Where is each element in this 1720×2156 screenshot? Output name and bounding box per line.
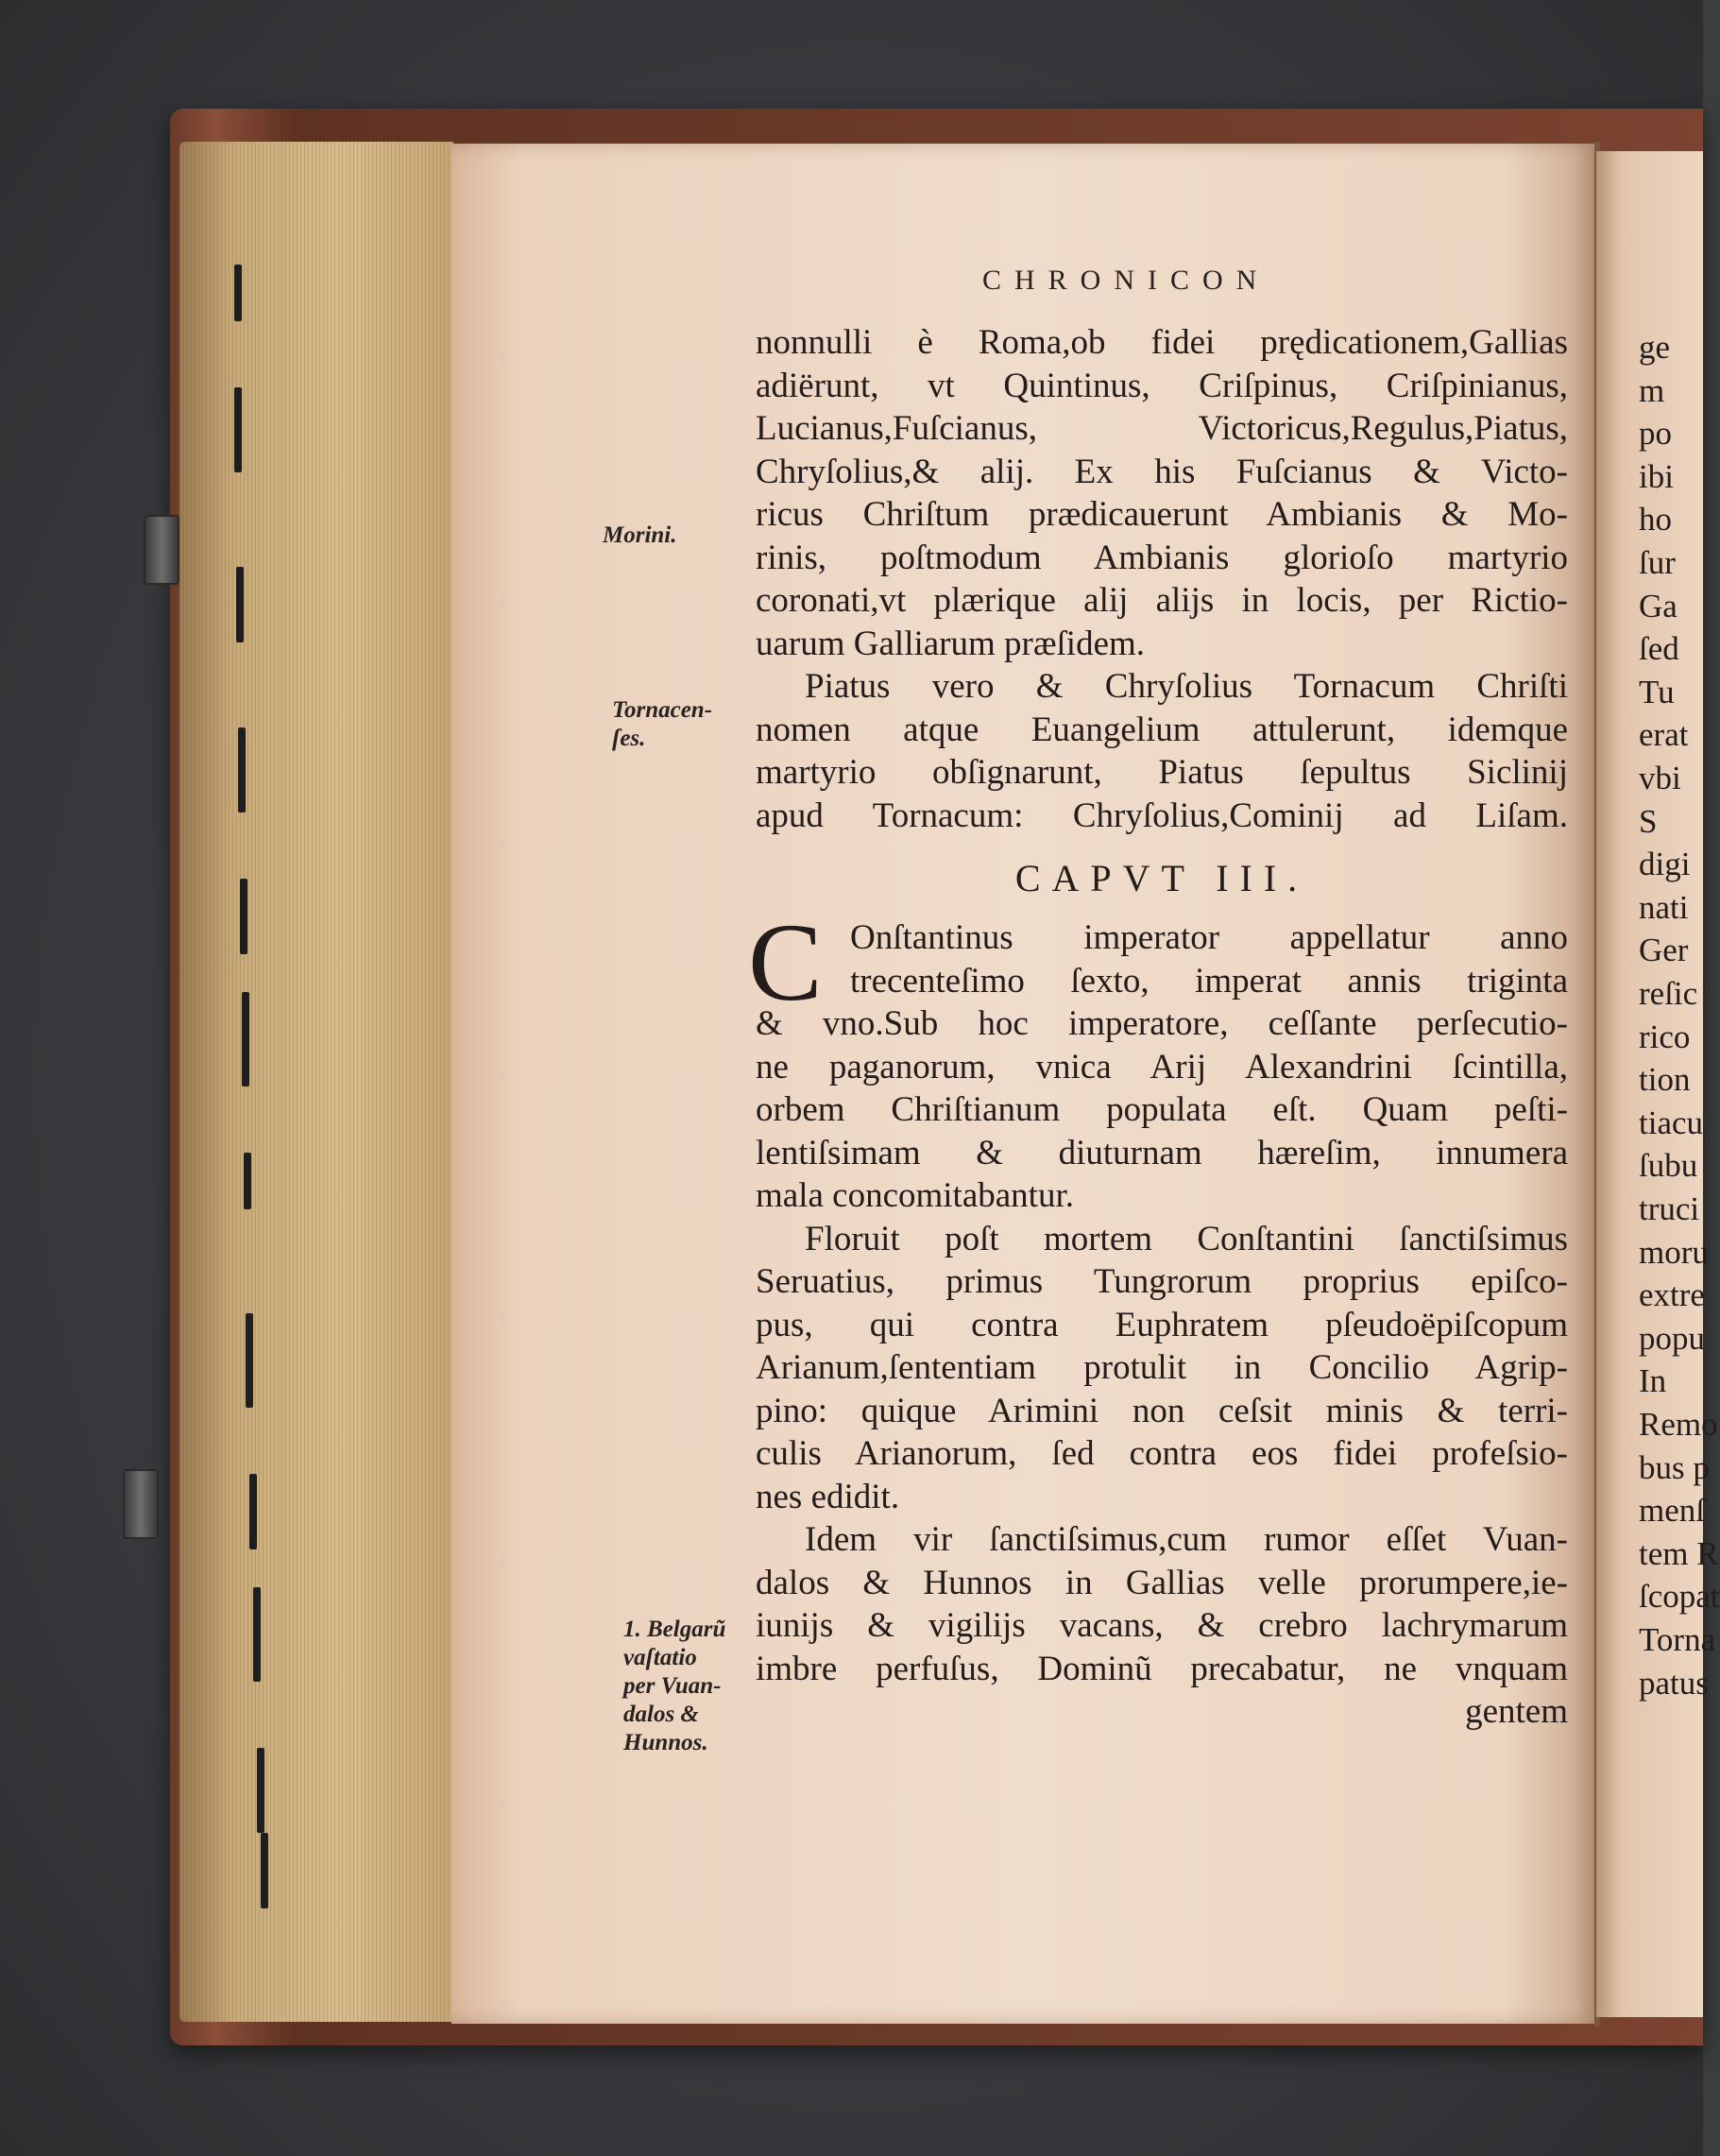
facing-page-line: ſed	[1639, 630, 1679, 668]
text-line: lentiſsimam & diuturnam hæreſim, innumera	[756, 1133, 1568, 1172]
paragraph-4	[756, 1218, 1568, 1519]
facing-page-line: In	[1639, 1362, 1667, 1400]
facing-page-line: tem R	[1639, 1534, 1719, 1572]
leaf-tab	[240, 879, 247, 954]
text-line: pus, qui contra Euphratem pſeudoëpiſcopum	[756, 1305, 1568, 1344]
drop-cap: C	[748, 900, 823, 1024]
facing-page-line: Ger	[1639, 932, 1689, 969]
facing-page-line: ſubu	[1639, 1147, 1698, 1185]
marginal-note-text: ſes.	[612, 726, 646, 751]
leaf-tab	[257, 1748, 264, 1833]
facing-page-line: ſur	[1639, 544, 1676, 581]
facing-page-line: Remo	[1639, 1406, 1718, 1443]
marginal-note-text: 1. Belgarũ	[623, 1617, 726, 1642]
text-line: coronati,vt plærique alij alijs in locis, per Rictio-	[756, 581, 1568, 620]
facing-page-line: Tu	[1639, 673, 1675, 710]
clasp-bottom	[123, 1469, 159, 1539]
facing-page-line: tion	[1639, 1061, 1691, 1099]
text-line: & vno.Sub hoc imperatore, ceſſante perſecutio-	[756, 1004, 1568, 1043]
text-line: ne paganorum, vnica Arij Alexandrini ſcintilla,	[756, 1047, 1568, 1087]
text-line: dalos & Hunnos in Gallias velle prorumpere,ie-	[756, 1563, 1568, 1602]
text-line: Chryſolius,& alij. Ex his Fuſcianus & Victo-	[756, 452, 1568, 491]
text-line: martyrio obſignarunt, Piatus ſepultus Siclinij	[756, 753, 1568, 792]
paragraph-3	[748, 900, 1568, 1218]
text-line: Onſtantinus imperator appellatur anno	[850, 918, 1568, 957]
facing-page-line: Torna	[1639, 1621, 1716, 1658]
text-line: apud Tornacum: Chryſolius,Cominij ad Liſam.	[756, 796, 1568, 835]
text-line: adiërunt, vt Quintinus, Criſpinus, Criſpinianus,	[756, 366, 1568, 405]
facing-page-line: ge	[1639, 329, 1671, 366]
marginal-note-text: Morini.	[603, 522, 677, 548]
paragraph-5	[756, 1518, 1568, 1690]
text-line: trecenteſimo ſexto, imperat annis triginta	[850, 961, 1568, 1001]
text-line: pino: quique Arimini non ceſsit minis & terri-	[756, 1391, 1568, 1430]
leaf-tab	[234, 265, 242, 321]
facing-page-line: extre	[1639, 1276, 1705, 1314]
facing-page-line: ho	[1639, 501, 1672, 539]
text-line: Arianum,ſententiam protulit in Concilio Agrip-	[756, 1348, 1568, 1387]
facing-page-line: vbi	[1639, 760, 1681, 796]
facing-page-line: truci	[1639, 1190, 1700, 1227]
facing-page-line: Ga	[1639, 587, 1677, 625]
text-line: nes edidit.	[756, 1477, 900, 1516]
text-line: culis Arianorum, ſed contra eos fidei profeſsio-	[756, 1434, 1568, 1473]
marginal-note-text: per Vuan-	[623, 1673, 722, 1699]
text-line: uarum Galliarum præſidem.	[756, 624, 1146, 663]
text-line: mala concomitabantur.	[756, 1176, 1074, 1215]
text-line: rinis, poſtmodum Ambianis glorioſo martyrio	[756, 538, 1568, 577]
paragraph-1	[756, 321, 1568, 665]
facing-page-line: ſcopat	[1639, 1578, 1720, 1616]
text-line: orbem Chriſtianum populata eſt. Quam peſti-	[756, 1090, 1568, 1129]
leaf-tab	[253, 1587, 261, 1682]
facing-page-line: menſ	[1639, 1492, 1705, 1530]
facing-page-line: rico	[1639, 1018, 1691, 1055]
text-line: ricus Chriſtum prædicauerunt Ambianis & Mo-	[756, 495, 1568, 534]
facing-page-line: ibi	[1639, 457, 1674, 495]
facing-page-line: popu	[1639, 1319, 1705, 1357]
leaf-tab	[236, 567, 244, 642]
text-line: Seruatius, primus Tungrorum proprius epiſco-	[756, 1262, 1568, 1301]
facing-page-line: tiacu	[1639, 1104, 1704, 1141]
facing-page-line: m	[1639, 371, 1665, 409]
text-line: Floruit poſt mortem Conſtantini ſanctiſsimus	[805, 1219, 1568, 1258]
text-line: Lucianus,Fuſcianus, Victoricus,Regulus,Piatus,	[756, 409, 1568, 448]
text-line: nomen atque Euangelium attulerunt, idemque	[756, 710, 1568, 749]
facing-page-line: S	[1639, 802, 1658, 840]
leaf-tab	[242, 992, 249, 1087]
running-head: CHRONICON	[982, 265, 1270, 296]
leaf-tab	[261, 1833, 268, 1908]
leaf-tab	[246, 1313, 253, 1408]
paragraph-2	[756, 665, 1568, 837]
leaf-tab	[238, 727, 246, 813]
marginal-note-text: Hunnos.	[623, 1730, 708, 1755]
leaf-tab	[244, 1153, 251, 1209]
facing-page-line: patus	[1639, 1664, 1709, 1702]
text-line: nonnulli è Roma,ob fidei prędicationem,Gallias	[756, 323, 1568, 362]
marginal-note-text: vaſtatio	[623, 1645, 697, 1670]
facing-page-line: reſic	[1639, 975, 1698, 1012]
facing-page-line: digi	[1639, 846, 1691, 883]
marginal-note-tornacenses	[612, 696, 712, 753]
marginal-note-text: Tornacen-	[612, 697, 713, 723]
facing-page-line: moru	[1639, 1233, 1709, 1271]
text-line: imbre perfuſus, Dominũ precabatur, ne vnquam	[756, 1649, 1568, 1688]
marginal-note-morini	[603, 522, 677, 550]
facing-page-line: po	[1639, 415, 1672, 453]
text-line: Piatus vero & Chryſolius Tornacum Chriſti	[805, 667, 1568, 706]
leaf-tab	[234, 387, 242, 472]
catchword: gentem	[1465, 1692, 1568, 1731]
page-edges	[179, 142, 453, 2022]
facing-page-line: nati	[1639, 888, 1689, 926]
clasp-top	[144, 515, 179, 585]
facing-page-line: bus p	[1639, 1448, 1710, 1486]
text-line: iunijs & vigilijs vacans, & crebro lachrymarum	[756, 1606, 1568, 1645]
chapter-heading: CAPVT III.	[1014, 857, 1309, 899]
facing-page-line: erat	[1639, 716, 1689, 754]
marginal-note-belgarum	[623, 1616, 725, 1757]
text-line: Idem vir ſanctiſsimus,cum rumor eſſet Vuan-	[805, 1520, 1568, 1559]
main-text-block	[748, 321, 1568, 1734]
leaf-tab	[249, 1474, 257, 1549]
marginal-note-text: dalos &	[623, 1702, 699, 1727]
